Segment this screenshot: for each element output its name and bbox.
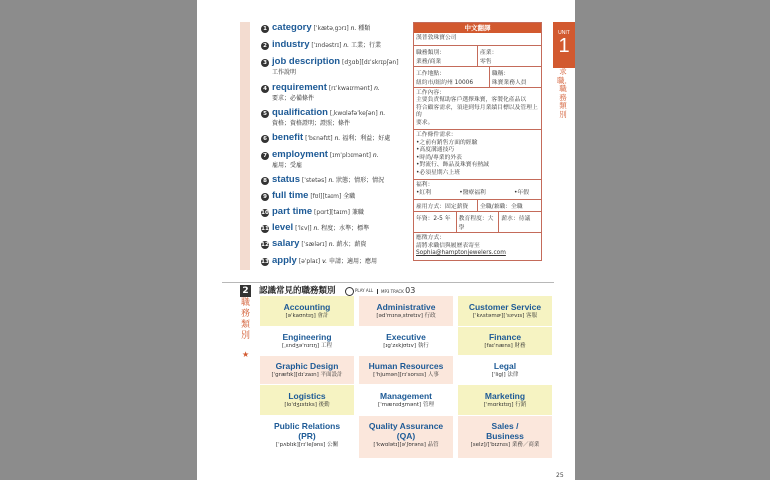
job-cell: Logistics [loˈdʒɪstɪks] 後勤: [260, 385, 354, 415]
vocab-pos: n.: [328, 241, 335, 248]
vocab-term: part time: [272, 206, 313, 217]
ad-email: Sophia@hamptonjewelers.com: [416, 250, 506, 256]
ad-benefits: 福利： •紅利 •醫療福利 •年假: [414, 179, 541, 199]
job-cell: Graphic Design [ˈgræfɪk][dɪˈzaɪn] 平面設計: [260, 356, 354, 384]
job-cell: Executive [ɪgˈzɛkjʊtɪv] 執行: [359, 327, 453, 355]
job-cell: Marketing [ˈmɑrkɪtɪŋ] 行銷: [458, 385, 552, 415]
vocab-phonetic: [pɑrt][taɪm]: [314, 209, 350, 216]
vocab-pos: n.: [374, 85, 380, 92]
vocab-phonetic: [ɪmˈplɔɪmənt]: [329, 152, 371, 159]
vocab-number: 3: [261, 59, 269, 67]
vocab-term: job description: [272, 56, 341, 67]
vocab-term: apply: [272, 255, 297, 266]
vocab-meaning: 種類: [358, 25, 371, 32]
disc-icon: [345, 287, 354, 296]
section-title: 認識常見的職務類別: [259, 286, 336, 296]
vocab-meaning: 工業；行業: [351, 42, 382, 49]
decorative-strip: [240, 22, 250, 270]
unit-title: 求職．職務類別: [557, 67, 572, 119]
vocab-phonetic: [ˈstetəs]: [301, 177, 327, 184]
job-cell: Accounting [əˈkaʊntɪŋ] 會計: [260, 296, 354, 326]
vocab-term: status: [272, 174, 300, 185]
vocab-pos: n.: [343, 42, 350, 49]
vocab-meaning: 程度；水準；標準: [321, 225, 370, 232]
job-cell: Legal [ˈligḷ] 法律: [458, 356, 552, 384]
vocab-number: 10: [261, 210, 269, 216]
vocab-number: 7: [261, 152, 269, 160]
vocab-pos: n.: [328, 177, 335, 184]
vocab-phonetic: [ˈɪndəstrɪ]: [311, 42, 342, 49]
vocab-number: 4: [261, 85, 269, 93]
vocab-term: category: [272, 22, 312, 33]
ad-contact: 應徵方式： 請將求職信與履歷表寄至 Sophia@hamptonjewelers.com: [414, 232, 541, 260]
vocab-term: requirement: [272, 82, 327, 93]
vocab-number: 12: [261, 242, 269, 248]
vocab-meaning: 狀態；情形；情況: [336, 177, 385, 184]
vocab-pos: v.: [322, 258, 328, 265]
vocab-term: level: [272, 222, 294, 233]
vocab-meaning: 兼職: [351, 209, 364, 216]
vocab-meaning: 資格；資格證明；證照；條件: [272, 120, 351, 127]
ad-row-category: 職務類別： 業務/商業 產業： 零售: [414, 45, 541, 66]
book-page: [197, 0, 575, 480]
vocab-pos: n.: [334, 135, 341, 142]
mp3-track: MP3 TRACK 03: [377, 286, 415, 297]
vocab-term: employment: [272, 149, 328, 160]
job-cell: Quality Assurance (QA) [ˈkwɑlətɪ][əˈʃʊrəns] 品管: [359, 416, 453, 458]
vocab-term: benefit: [272, 132, 304, 143]
page-number: 25: [556, 472, 564, 479]
vocab-phonetic: [əˈplaɪ]: [298, 258, 321, 265]
job-cell: Customer Service [ˈkʌstəmɚ][ˈsɝvɪs] 客服: [458, 296, 552, 326]
vocab-meaning: 薪水；薪資: [336, 241, 367, 248]
vocab-pos: n.: [372, 152, 379, 159]
vocab-phonetic: [ˈkætəˌgɔrɪ]: [313, 25, 349, 32]
job-cell: Engineering [ˌɛndʒəˈnɪrɪŋ] 工程: [260, 327, 354, 355]
ad-title: 中文翻譯: [414, 23, 541, 33]
vocab-phonetic: [ˈsælərɪ]: [301, 241, 327, 248]
vocab-meaning: 要求；必備條件: [272, 95, 315, 102]
vocab-term: salary: [272, 238, 300, 249]
vocab-meaning: 申請；適用；應用: [328, 258, 377, 265]
vocab-phonetic: [ˌkwɑləfəˈkeʃən]: [329, 110, 378, 117]
vocab-number: 5: [261, 110, 269, 118]
job-ad-translation: [413, 22, 542, 261]
ad-row-employment: 雇用方式：固定薪資 全職/兼職：全職: [414, 199, 541, 211]
vocab-meaning: 雇用；受雇: [272, 162, 303, 169]
vocab-phonetic: [dʒɑb][dɪˈskrɪpʃən]: [342, 59, 399, 66]
vocab-number: 8: [261, 177, 269, 185]
vocab-number: 11: [261, 226, 269, 232]
vocab-pos: n.: [379, 110, 386, 117]
vocab-number: 2: [261, 42, 269, 50]
vocab-meaning: 福利；利益；好處: [342, 135, 391, 142]
vocab-pos: n.: [350, 25, 357, 32]
play-all-button[interactable]: PLAY ALL: [345, 286, 373, 296]
section-number: 2: [240, 285, 251, 297]
job-cell: Management [ˈmænɪdʒmənt] 管理: [359, 385, 453, 415]
vocab-pos: n.: [313, 225, 320, 232]
ad-requirements: 工作條件需求： •之前有銷售方面的經驗 •高度溝通技巧 •時尚/專業的外表 •對流行、飾品及珠寶有熱誠 •必須星期六上班: [414, 129, 541, 179]
vocab-term: full time: [272, 190, 309, 201]
vocab-phonetic: [fʊl][taɪm]: [310, 193, 342, 200]
vocab-number: 6: [261, 135, 269, 143]
vocab-meaning: 工作說明: [272, 69, 297, 76]
ad-company: 漢普敦珠寶公司: [416, 35, 457, 41]
section-divider: [222, 282, 554, 283]
vocab-term: industry: [272, 39, 310, 50]
job-cell: Sales / Business [selz]/[ˈbɪznɪs] 業務／商業: [458, 416, 552, 458]
star-icon: ★: [242, 350, 250, 359]
ad-row-years: 年資：2-5 年 教育程度：大學 薪水：待議: [414, 211, 541, 232]
ad-row-location: 工作地點： 紐約市/紐約州 10006 職稱： 珠寶業務人員: [414, 66, 541, 87]
unit-tab: UNIT 1: [553, 22, 575, 68]
job-cell: Finance [faɪˈnæns] 財務: [458, 327, 552, 355]
job-cell: Administrative [ədˈmɪnəˌstretɪv] 行政: [359, 296, 453, 326]
vocab-number: 9: [261, 193, 269, 201]
vocab-phonetic: [ˈlɛvḷ]: [295, 225, 312, 232]
vocab-number: 1: [261, 25, 269, 33]
vocab-term: qualification: [272, 107, 328, 118]
vocab-phonetic: [ˈbɛnəfɪt]: [305, 135, 333, 142]
vocab-number: 13: [261, 259, 269, 265]
vocab-meaning: 全職: [343, 193, 356, 200]
job-cell: Public Relations (PR) [ˈpʌblɪk][rɪˈleʃəns] 公關: [260, 416, 354, 458]
job-cell: Human Resources [ˈhjumən][rɪˈsorsɪs] 人事: [359, 356, 453, 384]
section-side-title: 職務類別: [240, 298, 250, 341]
vocab-phonetic: [rɪˈkwaɪrmənt]: [328, 85, 373, 92]
ad-job-content: 工作內容： 主要負責幫助客戶選擇珠寶，客製化產品以 符合顧客需求，須達到每月業績目標以及管理上的 要求。: [414, 87, 541, 130]
